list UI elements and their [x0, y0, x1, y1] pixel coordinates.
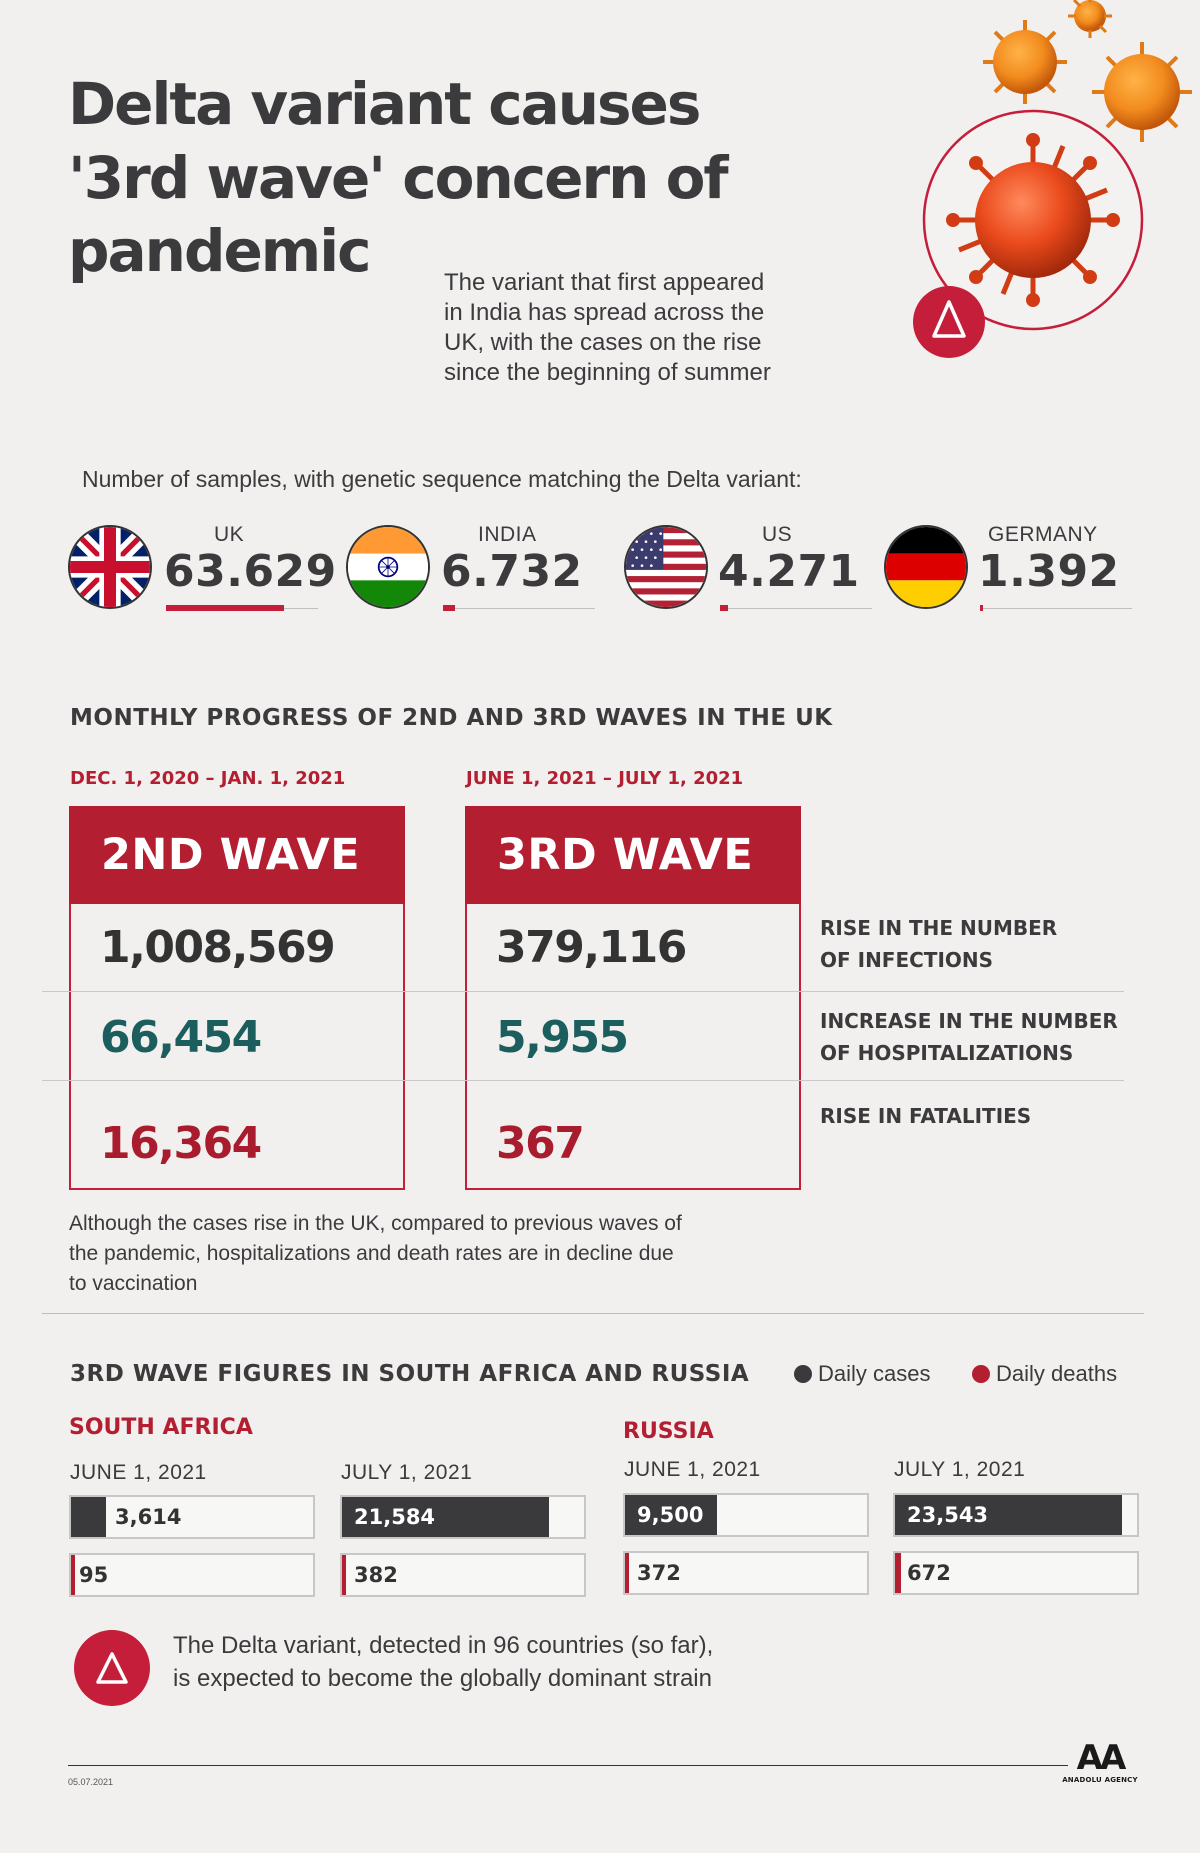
wave2-fatalities: 16,364: [100, 1118, 261, 1169]
title-line-1: Delta variant causes: [68, 70, 700, 138]
us-flag-icon: [624, 525, 708, 609]
country-bar-uk: [166, 605, 284, 611]
anadolu-logo-mark: AA: [1076, 1738, 1124, 1778]
ru-deaths-value-1: 372: [637, 1561, 681, 1585]
row-label-infections-2: OF INFECTIONS: [820, 948, 994, 972]
ru-cases-value-1: 9,500: [637, 1503, 704, 1527]
ru-cases-value-2: 23,543: [907, 1503, 989, 1527]
orange-virus-icon: [1092, 42, 1192, 142]
legend-deaths: [972, 1361, 1117, 1387]
subtitle: [444, 268, 844, 388]
country-line-germany: [980, 608, 1132, 609]
sa-date-2: JULY 1, 2021: [341, 1461, 473, 1484]
footer-text-line-1: The Delta variant, detected in 96 countries (so far),: [173, 1632, 714, 1659]
wave3-date: JUNE 1, 2021 – JULY 1, 2021: [466, 768, 744, 789]
country-value-germany: 1.392: [978, 546, 1120, 597]
country-line-us: [720, 608, 872, 609]
legend-deaths-label: Daily deaths: [996, 1361, 1118, 1386]
uk-note-line-1: Although the cases rise in the UK, compared to previous waves of: [69, 1212, 682, 1235]
small-virus-icon: [1068, 0, 1112, 38]
country-name-uk: UK: [214, 523, 245, 546]
wave2-header: 2ND WAVE: [69, 806, 405, 904]
uk-note: [69, 1209, 682, 1299]
title-line-2: '3rd wave' concern of: [68, 143, 727, 212]
south-africa-title: SOUTH AFRICA: [69, 1415, 253, 1440]
ru-deaths-fill-2: [895, 1553, 901, 1593]
row-label-hospitalizations-2: OF HOSPITALIZATIONS: [820, 1041, 1074, 1065]
sa-deaths-value-1: 95: [79, 1563, 109, 1587]
country-value-uk: 63.629: [164, 546, 337, 597]
wave3-infections: 379,116: [496, 922, 686, 973]
country-name-us: US: [762, 523, 793, 546]
wave3-header: 3RD WAVE: [465, 806, 801, 904]
sa-deaths-fill-1: [71, 1555, 75, 1595]
legend-deaths-dot: [972, 1365, 990, 1383]
subtitle-line-4: since the beginning of summer: [444, 359, 771, 386]
uk-note-line-2: the pandemic, hospitalizations and death rates are in decline due: [69, 1242, 674, 1265]
title-line-3: pandemic: [68, 217, 370, 286]
anadolu-logo: [1060, 1740, 1140, 1784]
uk-note-line-3: to vaccination: [69, 1272, 198, 1295]
sa-cases-bar-1: [69, 1495, 315, 1539]
ru-deaths-fill-1: [625, 1553, 629, 1593]
row-label-fatalities: RISE IN FATALITIES: [820, 1104, 1032, 1128]
footer-text-line-2: is expected to become the globally dominant strain: [173, 1665, 712, 1692]
russia-title: RUSSIA: [623, 1419, 714, 1444]
footer-text: [173, 1629, 713, 1695]
ru-deaths-bar-1: [623, 1551, 869, 1595]
country-name-germany: GERMANY: [988, 523, 1098, 546]
subtitle-line-1: The variant that first appeared: [444, 269, 765, 296]
ru-cases-bar-2: [893, 1493, 1139, 1537]
row-divider-1: [42, 991, 1124, 992]
footer-date: 05.07.2021: [68, 1777, 114, 1787]
wave3-fatalities: 367: [496, 1118, 584, 1169]
row-label-infections-1: RISE IN THE NUMBER: [820, 916, 1058, 940]
ru-deaths-bar-2: [893, 1551, 1139, 1595]
country-bar-us: [720, 605, 728, 611]
footer-divider: [68, 1765, 1068, 1766]
legend-cases-dot: [794, 1365, 812, 1383]
sa-deaths-bar-1: [69, 1553, 315, 1597]
country-value-us: 4.271: [718, 546, 860, 597]
row-divider-2: [42, 1080, 1124, 1081]
subtitle-line-3: UK, with the cases on the rise: [444, 329, 762, 356]
country-line-india: [443, 608, 595, 609]
delta-icon: [74, 1630, 150, 1706]
india-flag-icon: [346, 525, 430, 609]
legend-cases: [794, 1361, 930, 1387]
ru-date-2: JULY 1, 2021: [894, 1458, 1026, 1481]
ru-date-1: JUNE 1, 2021: [624, 1458, 761, 1481]
sa-cases-value-2: 21,584: [354, 1505, 436, 1529]
sa-deaths-bar-2: [340, 1553, 586, 1597]
wave2-date: DEC. 1, 2020 – JAN. 1, 2021: [70, 768, 346, 789]
wave3-hospitalizations: 5,955: [496, 1012, 628, 1063]
ru-cases-bar-1: [623, 1493, 869, 1537]
subtitle-line-2: in India has spread across the: [444, 299, 765, 326]
sa-cases-bar-2: [340, 1495, 586, 1539]
section-divider: [42, 1313, 1144, 1314]
row-label-hospitalizations-1: INCREASE IN THE NUMBER: [820, 1009, 1118, 1033]
country-name-india: INDIA: [478, 523, 537, 546]
uk-waves-title: MONTHLY PROGRESS OF 2ND AND 3RD WAVES IN THE UK: [70, 705, 833, 731]
sa-cases-fill-1: [71, 1497, 106, 1537]
wave2-infections: 1,008,569: [100, 922, 335, 973]
country-bar-germany: [980, 605, 983, 611]
medium-virus-icon: [983, 20, 1067, 104]
wave2-hospitalizations: 66,454: [100, 1012, 261, 1063]
virus-illustration: [880, 0, 1200, 360]
sa-date-1: JUNE 1, 2021: [70, 1461, 207, 1484]
row-label-hospitalizations: [820, 1005, 1118, 1069]
row-label-infections: [820, 912, 1057, 976]
samples-label: Number of samples, with genetic sequence matching the Delta variant:: [82, 466, 802, 492]
sa-cases-value-1: 3,614: [115, 1505, 182, 1529]
page-title: [68, 68, 768, 289]
ru-deaths-value-2: 672: [907, 1561, 951, 1585]
third-wave-title: 3RD WAVE FIGURES IN SOUTH AFRICA AND RUSSIA: [70, 1361, 750, 1387]
anadolu-logo-text: ANADOLU AGENCY: [1062, 1776, 1138, 1784]
uk-flag-icon: [68, 525, 152, 609]
delta-badge-icon: [913, 286, 985, 358]
legend-cases-label: Daily cases: [818, 1361, 931, 1386]
sa-deaths-fill-2: [342, 1555, 346, 1595]
country-value-india: 6.732: [441, 546, 583, 597]
country-bar-india: [443, 605, 455, 611]
sa-deaths-value-2: 382: [354, 1563, 398, 1587]
germany-flag-icon: [884, 525, 968, 609]
